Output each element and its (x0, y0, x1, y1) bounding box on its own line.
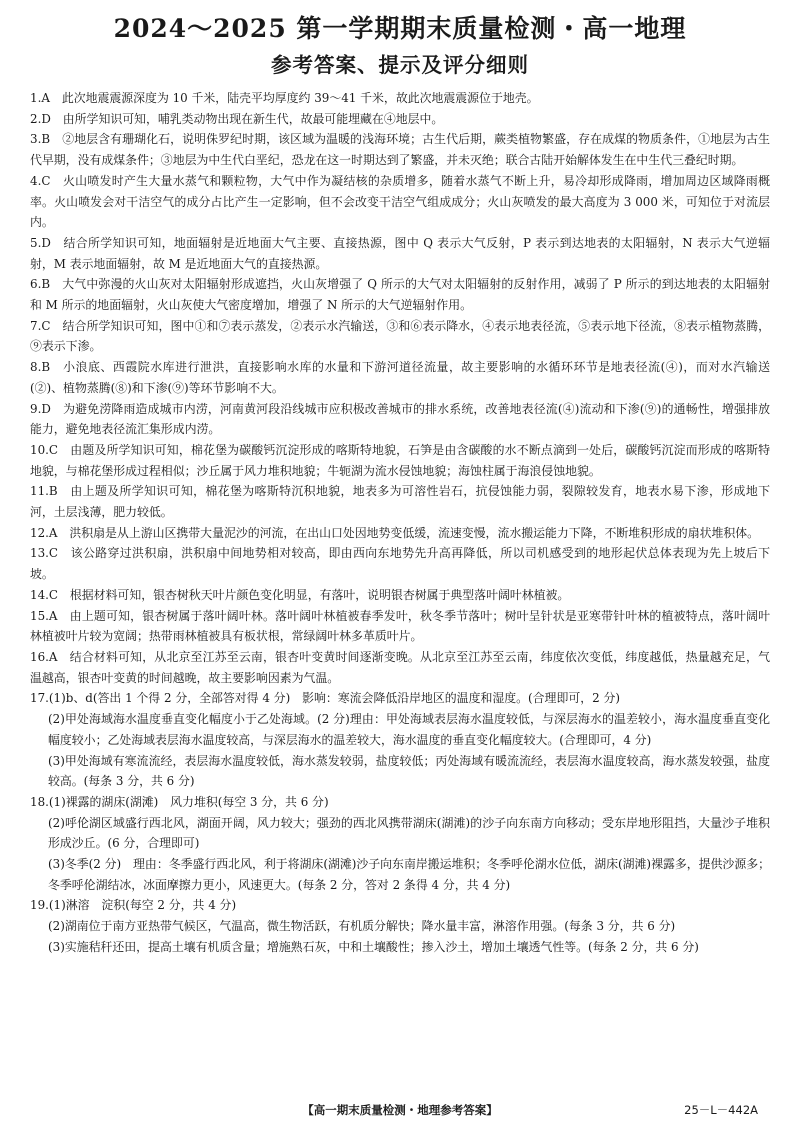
answer-item: 1.A 此次地震震源深度为 10 千米，陆壳平均厚度约 39～41 千米，故此次地震震源位于地壳。 (30, 91, 539, 105)
answer-item: 7.C 结合所学知识可知，图中①和⑦表示蒸发，②表示水汽输送，③和⑥表示降水，④表示地表径流，⑤表示地下径流，⑧表示植物蒸腾，⑨表示下渗。 (30, 318, 770, 354)
answer-list (30, 88, 770, 958)
answer-item: 11.B 由上题及所学知识可知，棉花堡为喀斯特沉积地貌，地表多为可溶性岩石，抗侵蚀能力弱，裂隙较发育，地表水易下渗，形成地下河，土层浅薄，肥力较低。 (30, 484, 770, 520)
page-title: 2024～2025 第一学期期末质量检测・高一地理 (113, 14, 687, 43)
page-footer (0, 1100, 800, 1120)
answer-subitem: (2)湖南位于南方亚热带气候区，气温高，微生物活跃，有机质分解快；降水量丰富，淋溶作用强。(每条 3 分，共 6 分) (48, 919, 676, 934)
answer-item: 12.A 洪积扇是从上游山区携带大量泥沙的河流，在出山口处因地势变低缓，流速变慢，流水搬运能力下降，不断堆积形成的扇状堆积体。 (30, 525, 760, 540)
answer-subitem: (3)实施秸秆还田，提高土壤有机质含量；增施熟石灰，中和土壤酸性；掺入沙土，增加土壤透气性等。(每条 2 分，共 6 分) (48, 939, 699, 954)
answer-item: 15.A 由上题可知，银杏树属于落叶阔叶林。落叶阔叶林植被春季发叶，秋冬季节落叶；树叶呈针状是亚寒带针叶林的植被特点，落叶阔叶林植被叶片较为宽阔；热带雨林植被具有板状根，常绿阔叶林多革质叶片。 (30, 608, 770, 644)
answer-subitem: (2)甲处海域海水温度垂直变化幅度小于乙处海域。(2 分)理由：甲处海域表层海水温度较低，与深层海水的温差较小，海水温度垂直变化幅度较小；乙处海域表层海水温度较高，与深层海水的温差较大，海水温度的垂直变化幅度较大。(合理即可，4 分) (48, 712, 770, 747)
document-code: 25－L－442A (684, 1103, 758, 1117)
answer-item: 19.(1)淋溶 淀积(每空 2 分，共 4 分) (30, 898, 237, 913)
answer-item: 14.C 根据材料可知，银杏树秋天叶片颜色变化明显，有落叶，说明银杏树属于典型落叶阔叶林植被。 (30, 587, 570, 602)
answer-item: 17.(1)b、d(答出 1 个得 2 分，全部答对得 4 分) 影响：寒流会降低沿岸地区的温度和湿度。(合理即可，2 分) (30, 691, 620, 706)
answer-item: 8.B 小浪底、西霞院水库进行泄洪，直接影响水库的水量和下游河道径流量，故主要影响的水循环环节是地表径流(④)，而对水汽输送(②)、植物蒸腾(⑧)和下渗(⑨)等环节影响不大。 (30, 360, 770, 395)
answer-subitem: (3)冬季(2 分) 理由：冬季盛行西北风，利于将湖床(湖滩)沙子向东南岸搬运堆积；冬季呼伦湖水位低，湖床(湖滩)裸露多，提供沙源多；冬季呼伦湖结冰，冰面摩擦力更小，风速更大。(每条 2 分，答对 2 条得 4 分，共 4 分) (48, 857, 770, 892)
answer-item: 13.C 该公路穿过洪积扇，洪积扇中间地势相对较高，即由西向东地势先升高再降低，所以司机感受到的地形起伏总体表现为先上坡后下坡。 (30, 546, 770, 582)
answer-item: 18.(1)裸露的湖床(湖滩) 风力堆积(每空 3 分，共 6 分) (30, 794, 329, 809)
answer-item: 16.A 结合材料可知，从北京至江苏至云南，银杏叶变黄时间逐渐变晚。从北京至江苏至云南，纬度依次变低，纬度越低，热量越充足，气温越高，银杏叶变黄的时间越晚，故主要影响因素为气温。 (30, 649, 770, 685)
answer-item: 3.B ②地层含有珊瑚化石，说明侏罗纪时期，该区域为温暖的浅海环境；古生代后期，蕨类植物繁盛，存在成煤的物质条件，①地层为古生代早期，没有成煤条件；③地层为中生代白垩纪，恐龙在这一时期达到了繁盛，并未灭绝；联合古陆开始解体发生在中生代三叠纪时期。 (30, 132, 770, 168)
footer-title: 【高一期末质量检测・地理参考答案】 (302, 1103, 498, 1117)
answer-item: 4.C 火山喷发时产生大量水蒸气和颗粒物，大气中作为凝结核的杂质增多，随着水蒸气不断上升，易冷却形成降雨，增加周边区域降雨概率。火山喷发会对干洁空气的成分占比产生一定影响，但不会改变干洁空气组成成分；火山灰喷发的最大高度为 3 000 米，可知位于对流层内。 (30, 173, 770, 230)
page-subtitle: 参考答案、提示及评分细则 (271, 53, 529, 77)
answer-item: 9.D 为避免涝降雨造成城市内涝，河南黄河段沿线城市应积极改善城市的排水系统，改善地表径流(④)流动和下渗(⑨)的通畅性，增强排放能力，避免地表径流汇集形成内涝。 (30, 401, 770, 437)
answer-item: 5.D 结合所学知识可知，地面辐射是近地面大气主要、直接热源，图中 Q 表示大气反射，P 表示到达地表的太阳辐射，N 表示大气逆辐射，M 表示地面辐射，故 M 是近地面大气的直接热源。 (30, 235, 770, 271)
answer-item: 10.C 由题及所学知识可知，棉花堡为碳酸钙沉淀形成的喀斯特地貌，石笋是由含碳酸的水不断点滴到一处后，碳酸钙沉淀而形成的喀斯特地貌，与棉花堡形成过程相似；沙丘属于风力堆积地貌；牛轭湖为流水侵蚀地貌；海蚀柱属于海浪侵蚀地貌。 (30, 442, 770, 478)
answer-item: 6.B 大气中弥漫的火山灰对太阳辐射形成遮挡，火山灰增强了 Q 所示的大气对太阳辐射的反射作用，减弱了 P 所示的到达地表的太阳辐射和 M 所示的地面辐射，火山灰使大气密度增加，增强了 N 所示的大气逆辐射作用。 (30, 277, 770, 313)
answer-subitem: (3)甲处海域有寒流流经，表层海水温度较低，海水蒸发较弱，盐度较低；丙处海域有暖流流经，表层海水温度较高，海水蒸发较强，盐度较高。(每条 3 分，共 6 分) (48, 753, 770, 789)
answer-item: 2.D 由所学知识可知，哺乳类动物出现在新生代，故最可能埋藏在④地层中。 (30, 111, 444, 126)
answer-subitem: (2)呼伦湖区域盛行西北风，湖面开阔，风力较大；强劲的西北风携带湖床(湖滩)的沙子向东南方向移动；受东岸地形阻挡，大量沙子堆积形成沙丘。(6 分，合理即可) (48, 815, 770, 851)
